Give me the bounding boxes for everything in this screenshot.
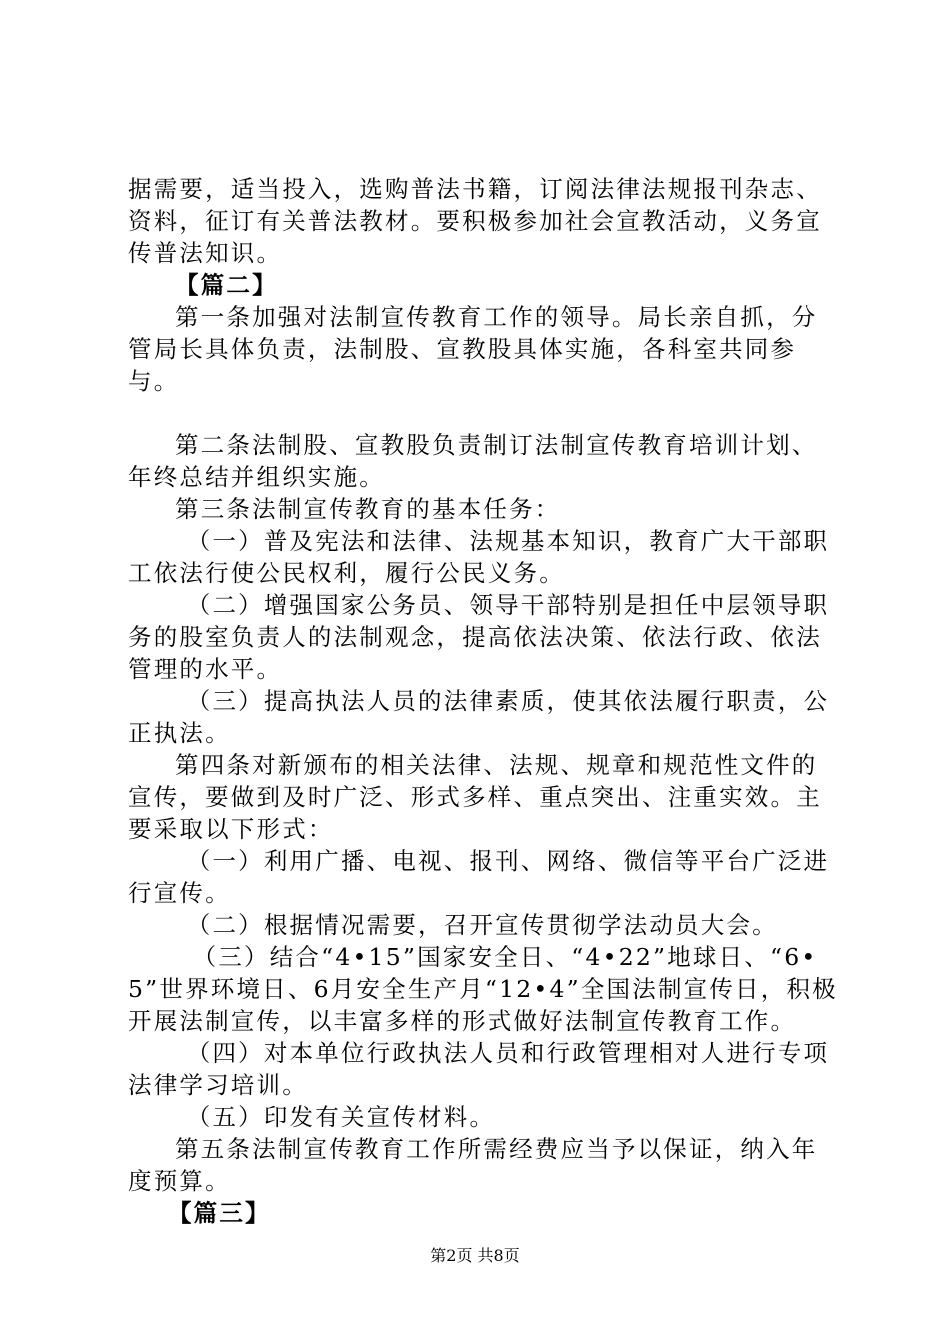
article-four-item-five: （五）印发有关宣传材料。 <box>186 1103 496 1131</box>
section-heading-part-two: 【篇二】 <box>175 271 278 299</box>
page-number-label: 第2页 共8页 <box>430 1246 520 1265</box>
paragraph-continuation: 据需要，适当投入，选购普法书籍，订阅法律法规报刊杂志、资料，征订有关普法教材。要积极参加社会宣教活动，义务宣传普法知识。 <box>128 175 822 267</box>
article-four-item-two: （二）根据情况需要，召开宣传贯彻学法动员大会。 <box>186 911 778 939</box>
article-four: 第四条对新颁布的相关法律、法规、规章和规范性文件的宣传，要做到及时广泛、形式多样、重点突出、注重实效。主要采取以下形式： <box>128 751 822 843</box>
article-three-item-two: （二）增强国家公务员、领导干部特别是担任中层领导职务的股室负责人的法制观念，提高依法决策、依法行政、依法管理的水平。 <box>128 591 830 683</box>
article-five: 第五条法制宣传教育工作所需经费应当予以保证，纳入年度预算。 <box>128 1135 818 1195</box>
article-four-item-one: （一）利用广播、电视、报刊、网络、微信等平台广泛进行宣传。 <box>128 847 830 907</box>
article-one: 第一条加强对法制宣传教育工作的领导。局长亲自抓，分管局长具体负责，法制股、宣教股具体实施，各科室共同参与。 <box>128 303 818 395</box>
section-heading-part-three: 【篇三】 <box>167 1199 271 1227</box>
article-three: 第三条法制宣传教育的基本任务： <box>175 495 561 523</box>
article-four-item-four: （四）对本单位行政执法人员和行政管理相对人进行专项法律学习培训。 <box>128 1039 830 1099</box>
document-body <box>128 173 840 1229</box>
article-three-item-one: （一）普及宪法和法律、法规基本知识，教育广大干部职工依法行使公民权利，履行公民义务。 <box>128 527 830 587</box>
article-four-item-three: （三）结合“4•15”国家安全日、“4•22”地球日、“6•5”世界环境日、6月安全生产月“12•4”全国法制宣传日，积极开展法制宣传，以丰富多样的形式做好法制宣传教育工作。 <box>128 943 838 1035</box>
article-three-item-three: （三）提高执法人员的法律素质，使其依法履行职责，公正执法。 <box>128 687 830 747</box>
article-two: 第二条法制股、宣教股负责制订法制宣传教育培训计划、年终总结并组织实施。 <box>128 431 818 491</box>
page-footer <box>0 1243 950 1266</box>
